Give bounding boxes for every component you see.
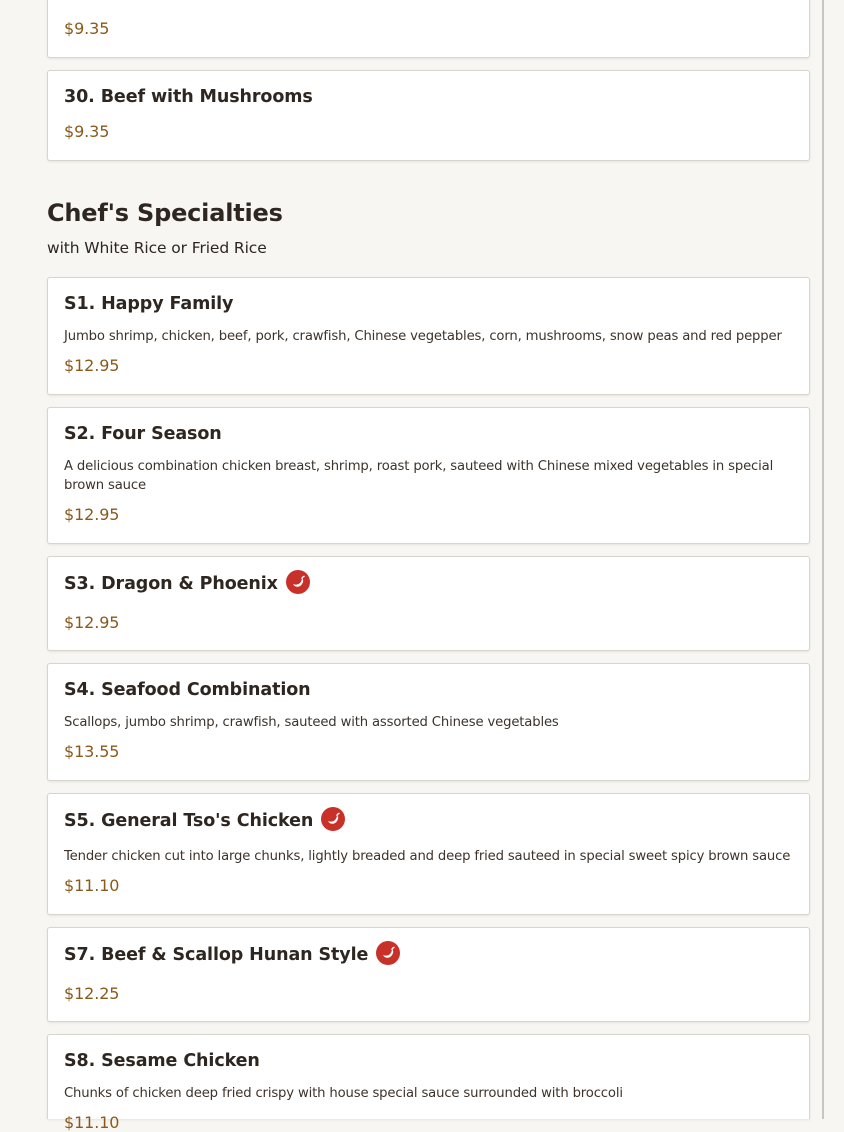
item-description: A delicious combination chicken breast, shrimp, roast pork, sauteed with Chinese mixed vegetables in special brown sauce [64, 459, 774, 493]
menu-item-card-s7[interactable] [47, 927, 810, 1022]
scrollbar-track[interactable] [822, 0, 824, 1119]
section-subtitle: with White Rice or Fried Rice [47, 239, 267, 257]
item-price: $12.25 [64, 984, 120, 1003]
item-name: S5. General Tso's Chicken [64, 811, 314, 831]
item-description: Chunks of chicken deep fried crispy with house special sauce surrounded with broccoli [64, 1086, 623, 1101]
menu-item-card-s8[interactable] [47, 1034, 810, 1132]
item-name: 30. Beef with Mushrooms [64, 87, 313, 107]
item-name: S3. Dragon & Phoenix [64, 574, 278, 594]
menu-item-card-s4[interactable] [47, 663, 810, 781]
item-price: $9.35 [64, 122, 110, 141]
item-price: $9.35 [64, 19, 110, 38]
item-name: S7. Beef & Scallop Hunan Style [64, 945, 369, 965]
item-price: $12.95 [64, 356, 120, 375]
menu-item-card-s5[interactable] [47, 793, 810, 915]
menu-item-card-cutoff[interactable] [47, 0, 810, 58]
item-description: Tender chicken cut into large chunks, lightly breaded and deep fried sauteed in special sweet spicy brown sauce [64, 849, 791, 864]
item-name-row [64, 572, 310, 596]
item-name: S4. Seafood Combination [64, 680, 311, 700]
section-title: Chef's Specialties [47, 199, 283, 227]
item-name: S8. Sesame Chicken [64, 1051, 260, 1071]
item-description: Jumbo shrimp, chicken, beef, pork, crawfish, Chinese vegetables, corn, mushrooms, snow peas and red pepper [64, 329, 782, 344]
item-name: S1. Happy Family [64, 294, 234, 314]
menu-item-card-30[interactable] [47, 70, 810, 161]
chili-pepper-icon [376, 941, 400, 965]
chili-pepper-icon [286, 570, 310, 594]
item-description: Scallops, jumbo shrimp, crawfish, sauteed with assorted Chinese vegetables [64, 715, 559, 730]
item-price: $12.95 [64, 613, 120, 632]
menu-item-card-s2[interactable] [47, 407, 810, 544]
item-name: S2. Four Season [64, 424, 222, 444]
item-name-row [64, 943, 400, 967]
item-price: $12.95 [64, 505, 120, 524]
chili-pepper-icon [321, 807, 345, 831]
item-name-row [64, 809, 345, 833]
item-price: $11.10 [64, 876, 120, 895]
item-price: $11.10 [64, 1113, 120, 1132]
item-price: $13.55 [64, 742, 120, 761]
menu-item-card-s1[interactable] [47, 277, 810, 395]
menu-item-card-s3[interactable] [47, 556, 810, 651]
